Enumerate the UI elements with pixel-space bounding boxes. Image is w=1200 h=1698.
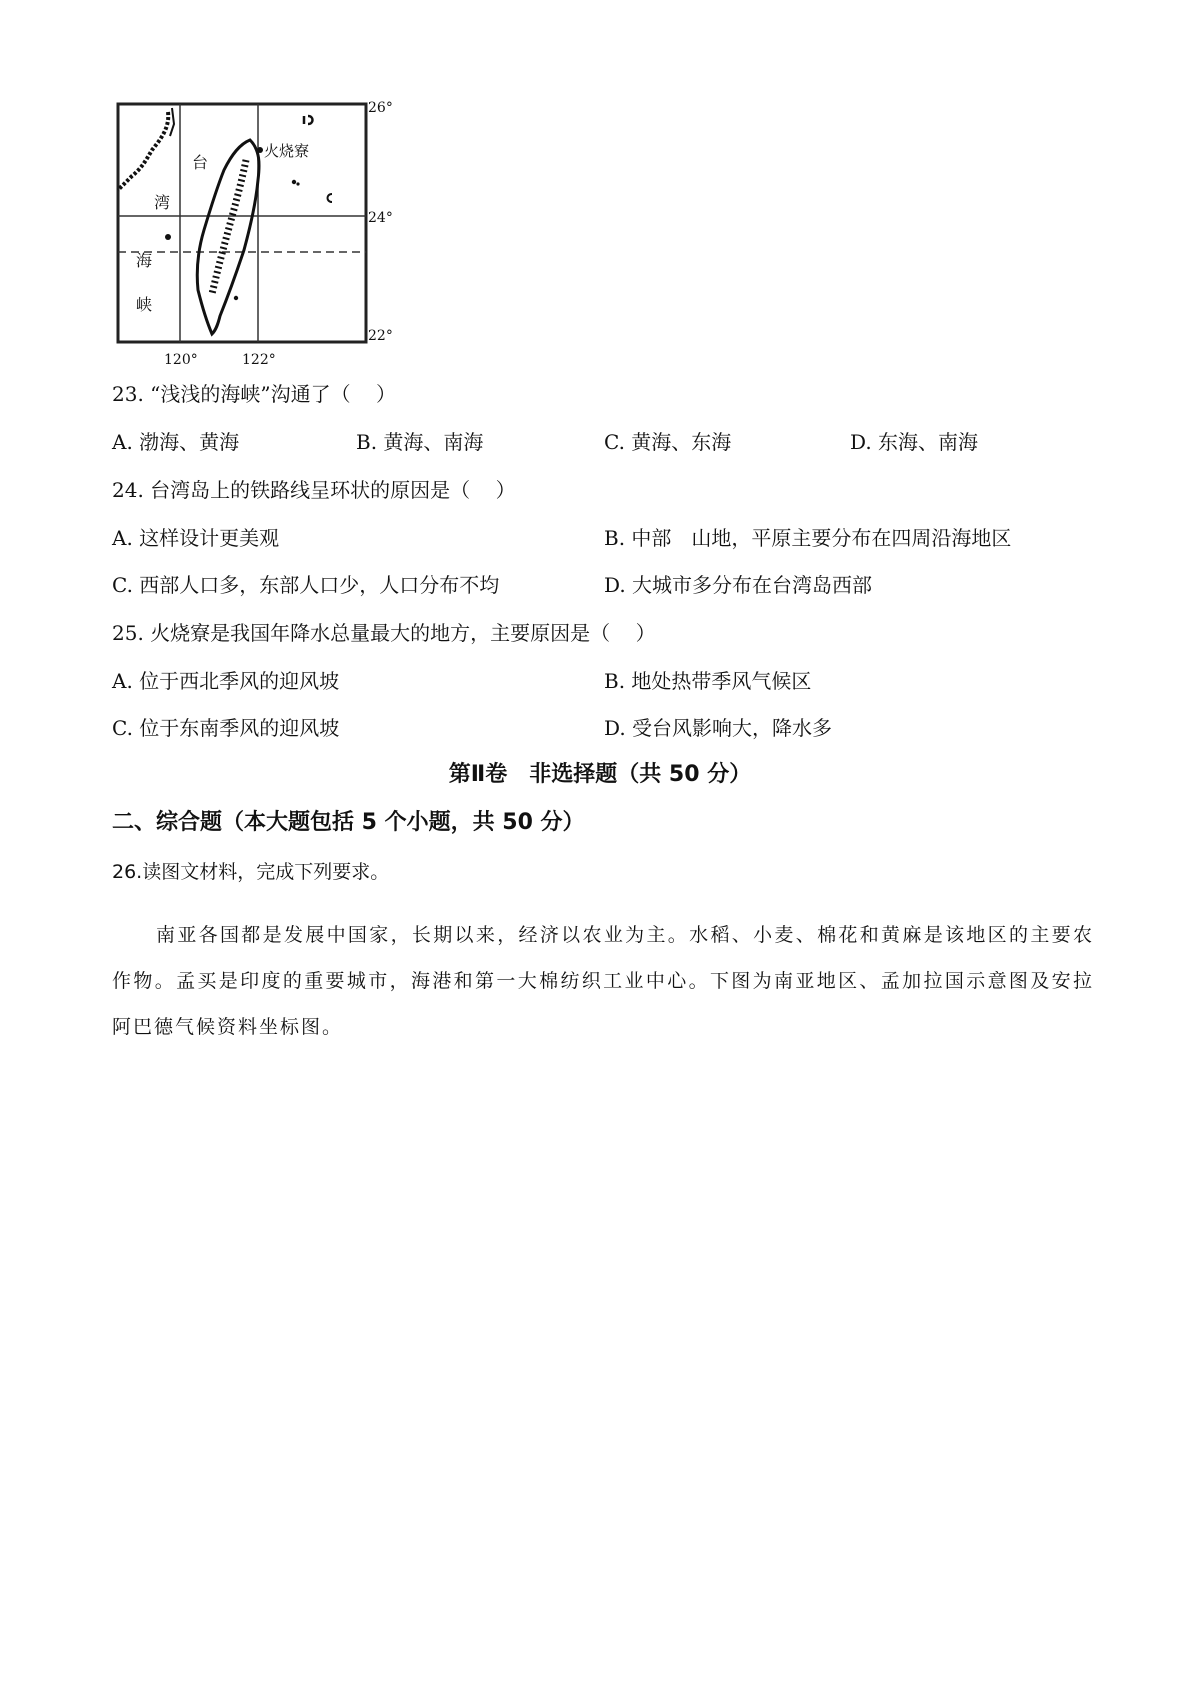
strait-label-char: 峡 — [136, 295, 153, 314]
q25-option-b: B. 地处热带季风气候区 — [604, 669, 812, 693]
q23-option-c: C. 黄海、东海 — [604, 430, 732, 454]
huoshaoliao-marker — [257, 147, 263, 153]
q25-option-a: A. 位于西北季风的迎风坡 — [112, 669, 340, 693]
huoshaoliao-label: 火烧寮 — [264, 142, 310, 160]
map-frame — [118, 104, 366, 342]
q25-option-c: C. 位于东南季风的迎风坡 — [112, 716, 340, 740]
lat-label: 24° — [368, 210, 393, 226]
lon-label: 122° — [242, 352, 276, 368]
q24-option-d: D. 大城市多分布在台湾岛西部 — [604, 573, 873, 597]
section-2-title: 第Ⅱ卷 非选择题（共 50 分） — [448, 762, 752, 787]
q24-option-b: B. 中部 山地，平原主要分布在四周沿海地区 — [604, 526, 1012, 550]
lon-label: 120° — [164, 352, 198, 368]
q23-option-a: A. 渤海、黄海 — [112, 430, 240, 454]
question-23-stem: 23. “浅浅的海峡”沟通了（ ） — [112, 382, 397, 406]
question-25-stem: 25. 火烧寮是我国年降水总量最大的地方，主要原因是（ ） — [112, 621, 656, 645]
lat-label: 26° — [368, 100, 393, 116]
strait-label-char: 台 — [192, 153, 209, 172]
taiwan-map — [112, 98, 412, 398]
strait-label-char: 湾 — [154, 193, 171, 212]
q24-option-c: C. 西部人口多，东部人口少，人口分布不均 — [112, 573, 500, 597]
central-mountain-range — [212, 160, 246, 294]
q24-option-a: A. 这样设计更美观 — [112, 526, 280, 550]
question-24-stem: 24. 台湾岛上的铁路线呈环状的原因是（ ） — [112, 478, 516, 502]
section-2-heading: 二、综合题（本大题包括 5 个小题，共 50 分） — [112, 810, 585, 835]
question-26-stem: 26.读图文材料，完成下列要求。 — [112, 861, 390, 883]
lat-label: 22° — [368, 328, 393, 344]
mainland-coast — [118, 112, 168, 190]
q23-option-b: B. 黄海、南海 — [356, 430, 484, 454]
strait-label-char: 海 — [136, 251, 153, 270]
q23-option-d: D. 东海、南海 — [850, 430, 979, 454]
question-26-material: 南亚各国都是发展中国家，长期以来，经济以农业为主。水稻、小麦、棉花和黄麻是该地区的主要农作物。孟买是印度的重要城市，海港和第一大棉纺织工业中心。下图为南亚地区、孟加拉国示意图及安拉阿巴德气候资料坐标图。 — [112, 924, 1094, 1038]
q25-option-d: D. 受台风影响大，降水多 — [604, 716, 833, 740]
